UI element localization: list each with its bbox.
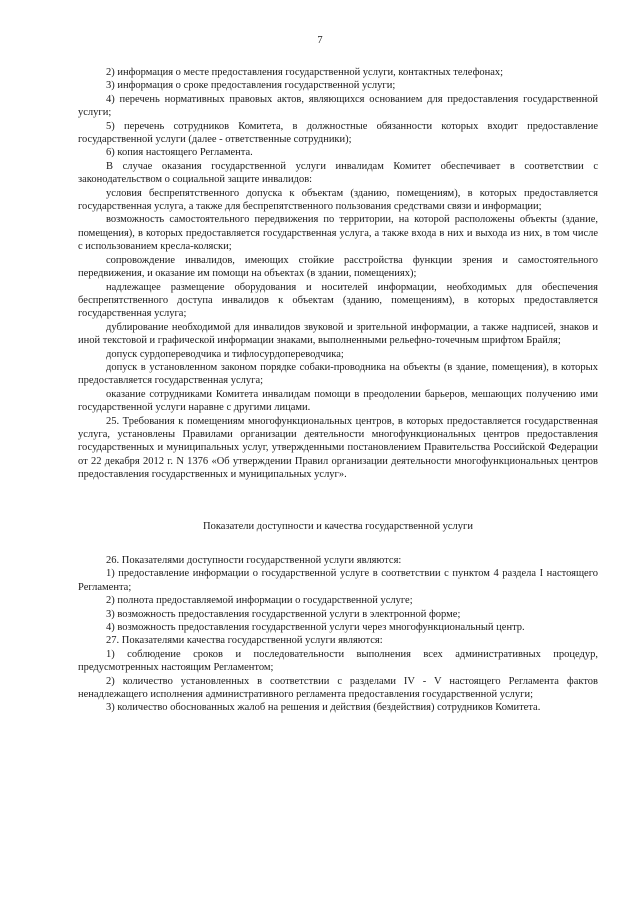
paragraph: дублирование необходимой для инвалидов звуковой и зрительной информации, а также надписей, знаков и иной текстовой и графической информации знаками, выполненными рельефно-точечным шрифтом Брайля;	[78, 321, 598, 347]
paragraph: допуск сурдопереводчика и тифлосурдопереводчика;	[106, 348, 344, 360]
paragraph: 25. Требования к помещениям многофункциональных центров, в которых предоставляется государственная услуга, установлены Правилами организации деятельности многофункциональных центров предоставления государственных и муниципальных услуг, утвержденными постановлением Правительства Российской Федерации от 22 декабря 2012 г. N 1376 «Об утверждении Правил организации деятельности многофункциональных центров предоставления государственных и муниципальных услуг».	[78, 415, 598, 481]
paragraph: 1) предоставление информации о государственной услуге в соответствии с пунктом 4 раздела I настоящего Регламента;	[78, 568, 598, 593]
paragraph: 27. Показателями качества государственной услуги являются:	[106, 635, 383, 647]
paragraph: В случае оказания государственной услуги инвалидам Комитет обеспечивает в соответствии с законодательством о социальной защите инвалидов:	[78, 160, 598, 186]
paragraph: допуск в установленном законом порядке собаки-проводника на объекты (в здание, помещения), в которых предоставляется государственная услуга;	[78, 361, 598, 387]
paragraph: 3) возможность предоставления государственной услуги в электронной форме;	[106, 608, 461, 620]
paragraph: оказание сотрудниками Комитета инвалидам помощи в преодолении барьеров, мешающих получению ими государственной услуги наравне с другими лицами.	[78, 388, 598, 414]
paragraph: 3) информация о сроке предоставления государственной услуги;	[106, 80, 396, 92]
paragraph: 2) количество установленных в соответствии с разделами IV - V настоящего Регламента фактов ненадлежащего исполнения административного регламента предоставления государственной услуги;	[78, 675, 598, 701]
paragraph: 1) соблюдение сроков и последовательности выполнения всех административных процедур, предусмотренных настоящим Регламентом;	[78, 648, 598, 674]
paragraph: 2) информация о месте предоставления государственной услуги, контактных телефонах;	[106, 67, 504, 78]
page-number: 7	[317, 35, 323, 46]
paragraph: 3) количество обоснованных жалоб на решения и действия (бездействия) сотрудников Комитета.	[106, 702, 541, 714]
page-content	[78, 66, 598, 715]
paragraph: возможность самостоятельного передвижения по территории, на которой расположены объекты (здание, помещения), в которых предоставляется государственная услуга, а также входа в них и выхода из них, в том числе с использованием кресла-коляски;	[78, 214, 598, 253]
paragraph: 2) полнота предоставляемой информации о государственной услуге;	[106, 595, 413, 607]
section-heading: Показатели доступности и качества государственной услуги	[203, 520, 473, 532]
paragraph: надлежащее размещение оборудования и носителей информации, необходимых для обеспечения беспрепятственного доступа инвалидов к объектам (зданию, помещениям), в которых предоставляется государственная услуга;	[78, 281, 598, 320]
paragraph: 4) перечень нормативных правовых актов, являющихся основанием для предоставления государственной услуги;	[78, 93, 598, 119]
paragraph: 5) перечень сотрудников Комитета, в должностные обязанности которых входит предоставление государственной услуги (далее - ответственные сотрудники);	[78, 120, 598, 146]
paragraph: 6) копия настоящего Регламента.	[106, 147, 253, 159]
paragraph: сопровождение инвалидов, имеющих стойкие расстройства функции зрения и самостоятельного передвижения, и оказание им помощи на объектах (в здании, помещениях);	[78, 254, 598, 280]
paragraph: 4) возможность предоставления государственной услуги через многофункциональный центр.	[106, 622, 525, 634]
paragraph: условия беспрепятственного допуска к объектам (зданию, помещениям), в которых предоставляется государственная услуга, а также для беспрепятственного пользования средствами связи и информации;	[78, 187, 598, 213]
paragraph: 26. Показателями доступности государственной услуги являются:	[106, 555, 402, 566]
